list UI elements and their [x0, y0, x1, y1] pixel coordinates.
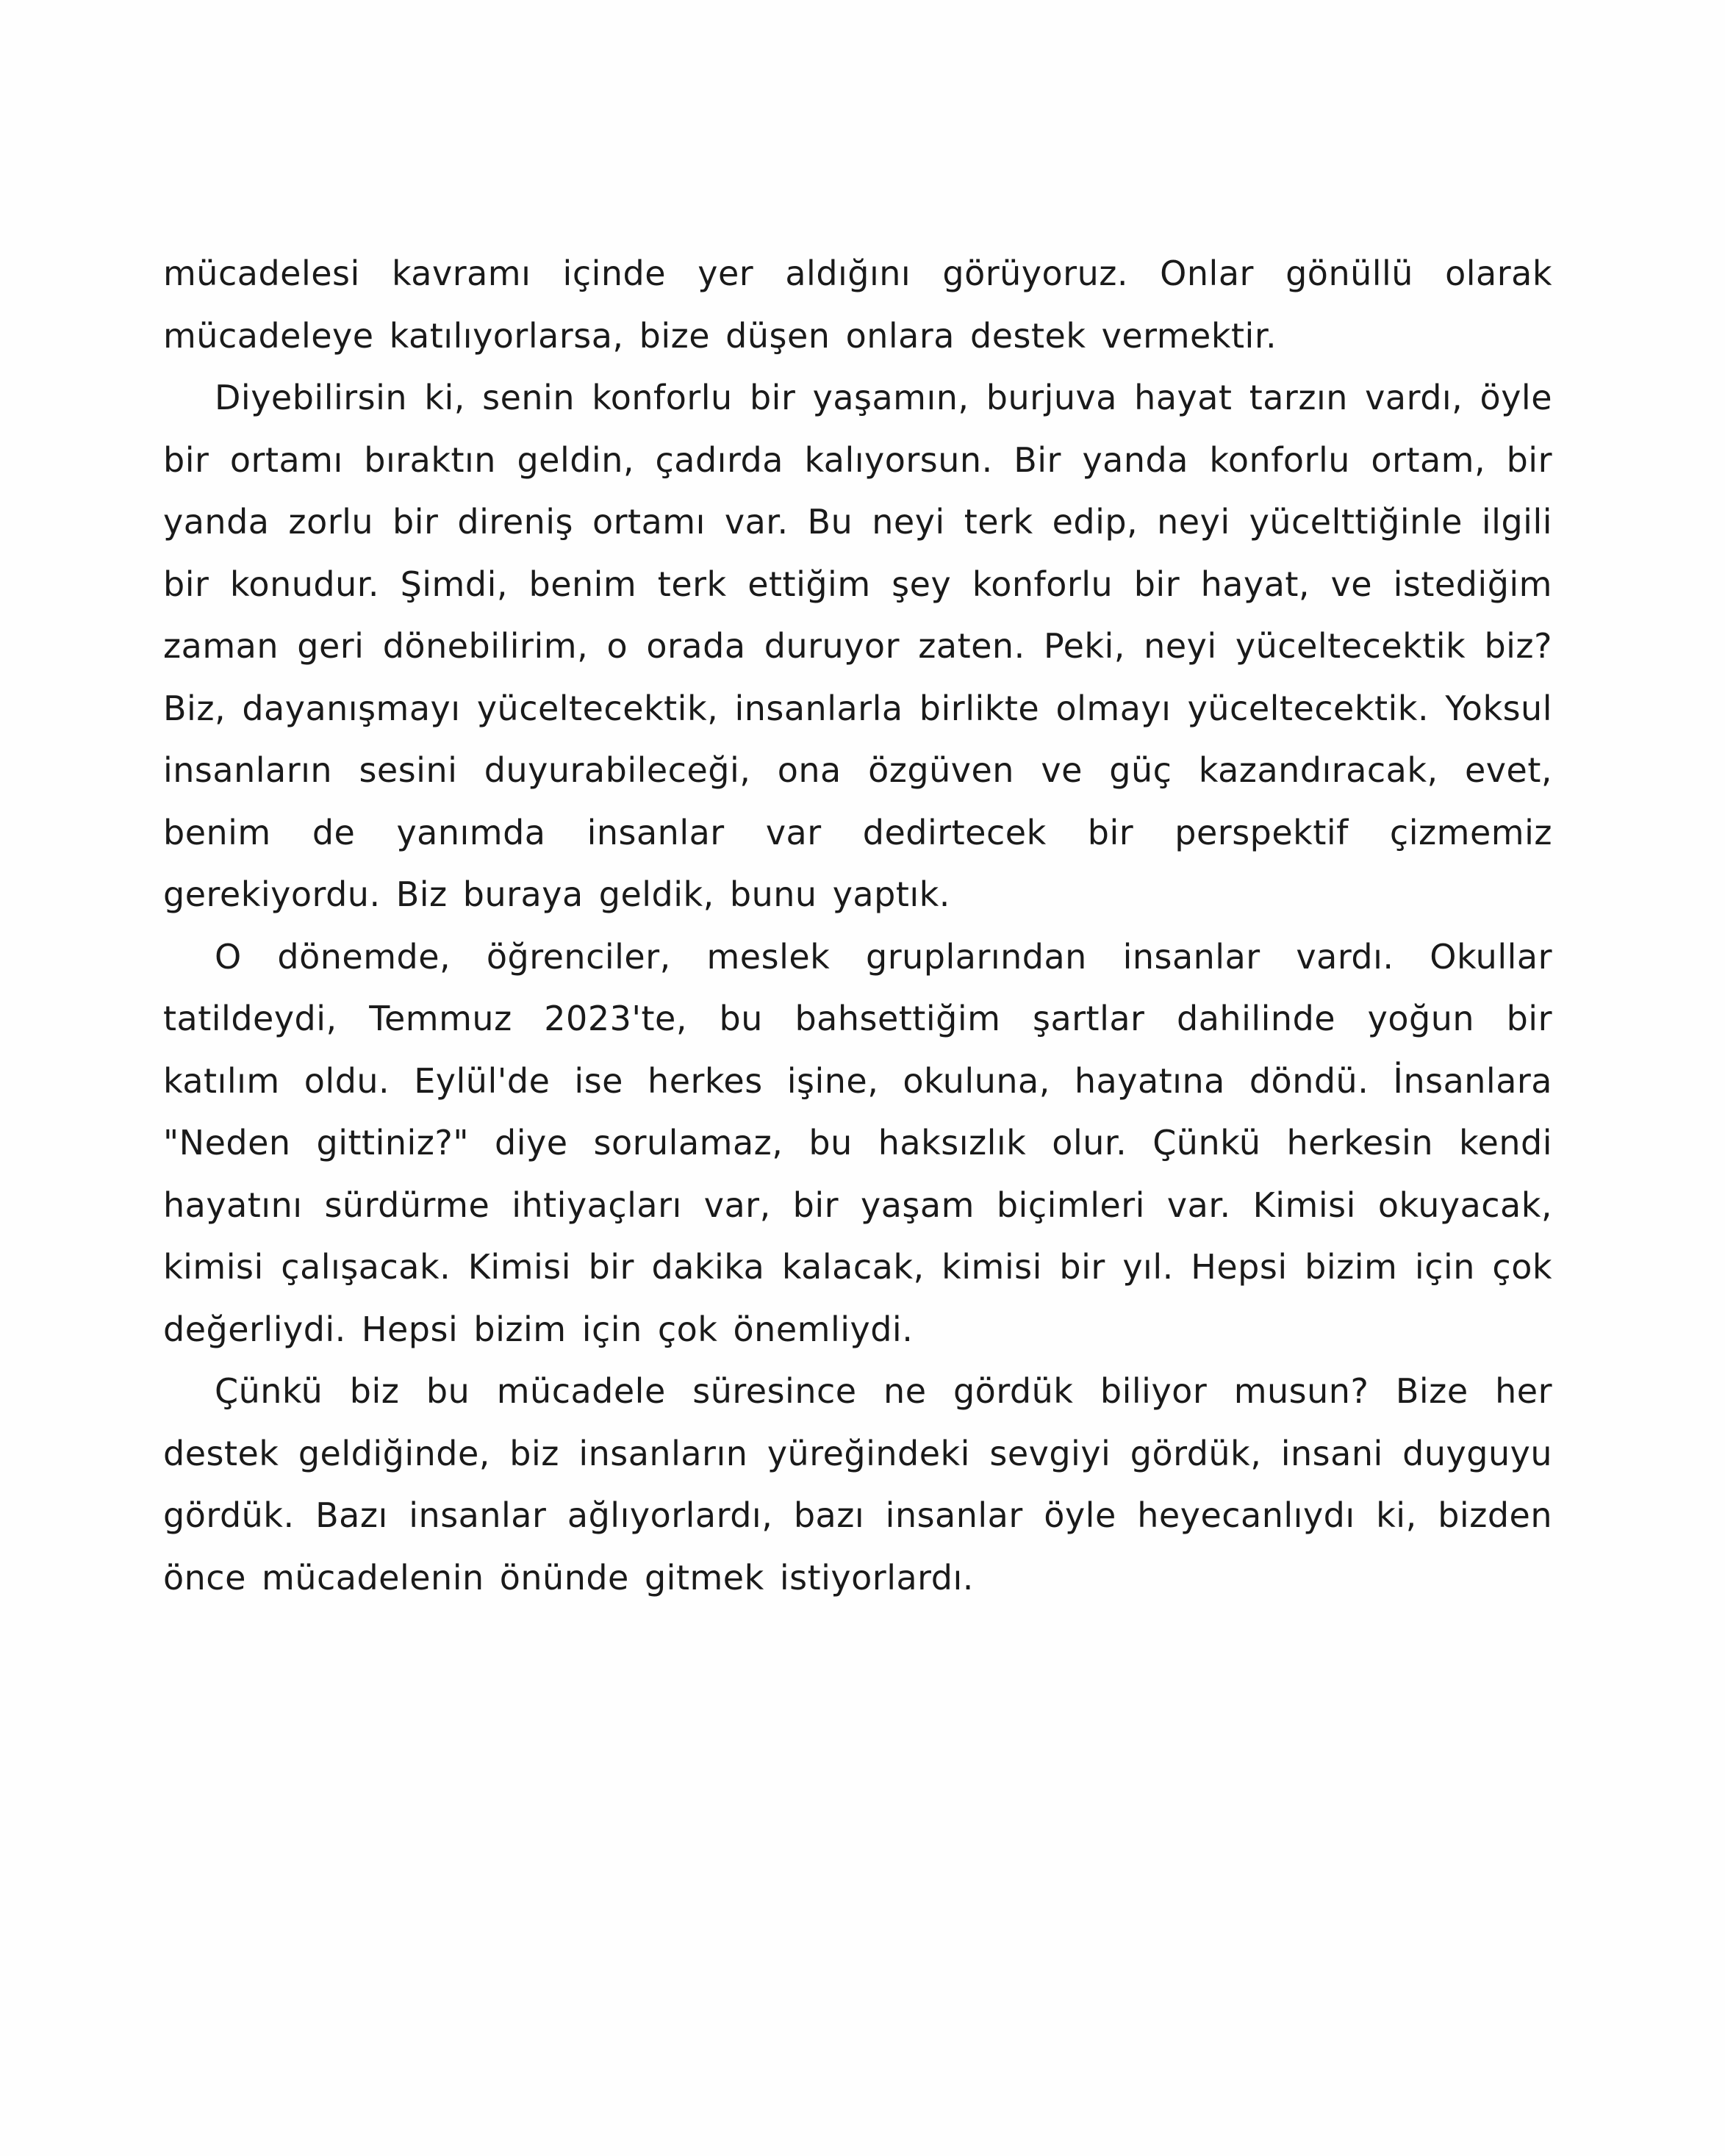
paragraph-4: Çünkü biz bu mücadele süresince ne gördük biliyor musun? Bize her destek geldiğinde, biz insanların yüreğindeki sevgiyi gördük, insani duyguyu gördük. Bazı insanlar ağlıyorlardı, bazı insanlar öyle heyecanlıydı ki, bizden önce mücadelenin önünde gitmek istiyorlardı.: [163, 1371, 1552, 1598]
handwritten-text-block: [163, 242, 1552, 1609]
paragraph-3: O dönemde, öğrenciler, meslek gruplarından insanlar vardı. Okullar tatildeydi, Temmuz 2023'te, bu bahsettiğim şartlar dahilinde yoğun bir katılım oldu. Eylül'de ise herkes işine, okuluna, hayatına döndü. İnsanlara "Neden gittiniz?" diye sorulamaz, bu haksızlık olur. Çünkü herkesin kendi hayatını sürdürme ihtiyaçları var, bir yaşam biçimleri var. Kimisi okuyacak, kimisi çalışacak. Kimisi bir dakika kalacak, kimisi bir yıl. Hepsi bizim için çok değerliydi. Hepsi bizim için çok önemliydi.: [163, 936, 1552, 1349]
paragraph-1: mücadelesi kavramı içinde yer aldığını görüyoruz. Onlar gönüllü olarak mücadeleye katılıyorlarsa, bize düşen onlara destek vermektir.: [163, 254, 1552, 356]
paragraph-2: Diyebilirsin ki, senin konforlu bir yaşamın, burjuva hayat tarzın vardı, öyle bir ortamı bıraktın geldin, çadırda kalıyorsun. Bir yanda konforlu ortam, bir yanda zorlu bir direniş ortamı var. Bu neyi terk edip, neyi yücelttiğinle ilgili bir konudur. Şimdi, benim terk ettiğim şey konforlu bir hayat, ve istediğim zaman geri dönebilirim, o orada duruyor zaten. Peki, neyi yüceltecektik biz? Biz, dayanışmayı yüceltecektik, insanlarla birlikte olmayı yüceltecektik. Yoksul insanların sesini duyurabileceği, ona özgüven ve güç kazandıracak, evet, benim de yanımda insanlar var dedirtecek bir perspektif çizmemiz gerekiyordu. Biz buraya geldik, bunu yaptık.: [163, 378, 1552, 914]
